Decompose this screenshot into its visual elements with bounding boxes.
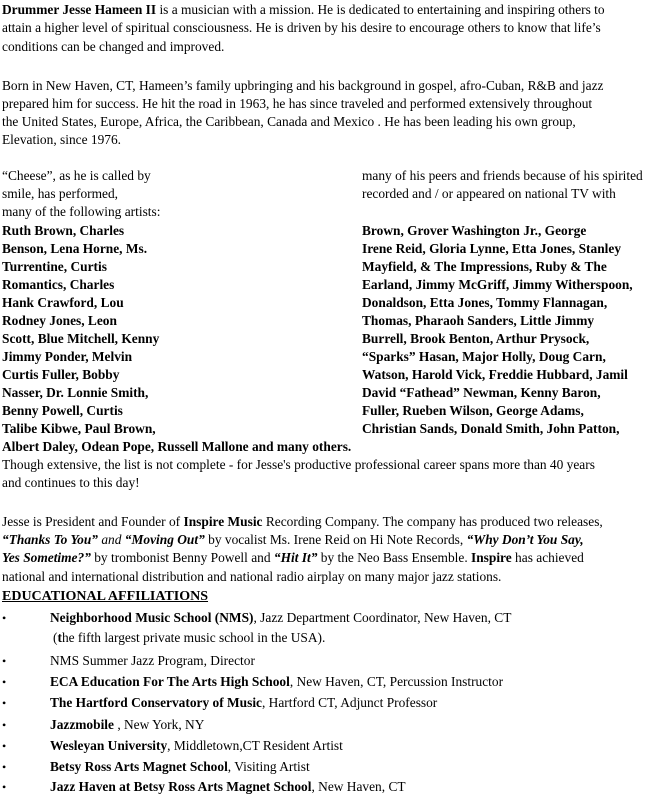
bullet-icon: • [2, 718, 7, 732]
inspire-line-1 [2, 513, 603, 531]
affiliation-name: ECA Education For The Arts High School [50, 674, 290, 689]
affiliation-detail: he fifth largest private music school in the USA). [61, 630, 326, 645]
affiliation-detail: t [57, 630, 62, 645]
bullet-icon: • [2, 675, 7, 689]
artist-line-right: “Sparks” Hasan, Major Holly, Doug Carn, [362, 349, 606, 364]
artist-line-right: Thomas, Pharaoh Sanders, Little Jimmy [362, 313, 595, 328]
affiliation-detail: , New Haven, CT, Percussion Instructor [289, 674, 504, 689]
affiliation-name: The Hartford Conservatory of Music [50, 695, 262, 710]
artist-line-left: Benson, Lena Horne, Ms. [2, 241, 148, 256]
affiliation-detail: , Hartford CT, Adjunct Professor [261, 695, 438, 710]
affiliation-detail: , Jazz Department Coordinator, New Haven, CT [253, 610, 512, 625]
affiliation-item [50, 673, 503, 691]
affiliation-note [53, 629, 325, 647]
artist-line-right: Mayfield, & The Impressions, Ruby & The [362, 259, 607, 274]
affiliation-detail: ( [53, 630, 58, 645]
artist-line-left: Scott, Blue Mitchell, Kenny [2, 331, 160, 346]
intro-line-1 [2, 1, 605, 19]
inspire-text: by the Neo Bass Ensemble. [317, 550, 472, 565]
bio-line-2: prepared him for success. He hit the road in 1963, he has since traveled and performed extensively throughout [2, 96, 593, 111]
artist-line-right: Donaldson, Etta Jones, Tommy Flannagan, [362, 295, 608, 310]
release-title: “Why Don’t You Say, [466, 532, 584, 547]
artist-line-left: Curtis Fuller, Bobby [2, 367, 120, 382]
artist-line-last: Albert Daley, Odean Pope, Russell Mallone and many others. [2, 439, 352, 454]
artist-line-left: Rodney Jones, Leon [2, 313, 117, 328]
intro-text: is a musician with a mission. He is dedicated to entertaining and inspiring others to [156, 2, 605, 17]
affiliation-name: Jazzmobile [50, 717, 114, 732]
affiliation-item [50, 716, 204, 734]
affiliation-name: Neighborhood Music School (NMS) [50, 610, 254, 625]
artist-line-right: Irene Reid, Gloria Lynne, Etta Jones, Stanley [362, 241, 622, 256]
artist-line-left: Romantics, Charles [2, 277, 115, 292]
affiliation-item [50, 758, 310, 776]
career-line-2: and continues to this day! [2, 475, 140, 490]
inspire-text: Recording Company. The company has produced two releases, [262, 514, 603, 529]
inspire-name: Inspire [471, 550, 512, 565]
intro-line-3: conditions can be changed and improved. [2, 39, 225, 54]
affiliation-detail: , Middletown,CT Resident Artist [167, 738, 343, 753]
artist-line-right: David “Fathead” Newman, Kenny Baron, [362, 385, 601, 400]
artist-line-left: Benny Powell, Curtis [2, 403, 123, 418]
affiliation-detail: , New York, NY [113, 717, 205, 732]
bullet-icon: • [2, 696, 7, 710]
left-col-p1: “Cheese”, as he is called by [2, 168, 151, 183]
release-title: Yes Sometime?” [2, 550, 91, 565]
artist-line-right: Earland, Jimmy McGriff, Jimmy Witherspoon, [362, 277, 633, 292]
inspire-music-name: Inspire Music [183, 514, 263, 529]
affiliation-item [50, 778, 406, 796]
bullet-icon: • [2, 780, 7, 794]
affiliation-detail: , Visiting Artist [227, 759, 310, 774]
affiliation-name: Jazz Haven at Betsy Ross Arts Magnet School [50, 779, 312, 794]
affiliation-item [50, 609, 511, 627]
affiliation-item [50, 737, 343, 755]
bullet-icon: • [2, 654, 7, 668]
bullet-icon: • [2, 611, 7, 625]
artist-line-right: Watson, Harold Vick, Freddie Hubbard, Jamil [362, 367, 628, 382]
bio-line-4: Elevation, since 1976. [2, 132, 121, 147]
artist-line-left: Talibe Kibwe, Paul Brown, [2, 421, 156, 436]
artist-line-right: Burrell, Brook Benton, Arthur Prysock, [362, 331, 590, 346]
artist-line-right: Brown, Grover Washington Jr., George [362, 223, 587, 238]
affiliation-item [50, 694, 437, 712]
inspire-text: by trombonist Benny Powell and [90, 550, 274, 565]
artist-line-right: Fuller, Rueben Wilson, George Adams, [362, 403, 584, 418]
career-line-1: Though extensive, the list is not complete - for Jesse's productive professional career spans more than 40 years [2, 457, 595, 472]
release-title: “Moving Out” [124, 532, 205, 547]
intro-line-2: attain a higher level of spiritual consciousness. He is driven by his desire to encourage others to know that life’s [2, 20, 601, 35]
release-title: “Thanks To You” [2, 532, 99, 547]
bullet-icon: • [2, 760, 7, 774]
right-col-p1: many of his peers and friends because of his spirited [362, 168, 643, 183]
affiliation-name: Wesleyan University [50, 738, 168, 753]
inspire-text: by vocalist Ms. Irene Reid on Hi Note Records, [204, 532, 467, 547]
bio-line-3: the United States, Europe, Africa, the Caribbean, Canada and Mexico . He has been leading his own group, [2, 114, 576, 129]
inspire-line-4: national and international distribution and national radio airplay on many major jazz stations. [2, 569, 502, 584]
artist-line-left: Hank Crawford, Lou [2, 295, 124, 310]
artist-line-left: Ruth Brown, Charles [2, 223, 125, 238]
bullet-icon: • [2, 739, 7, 753]
artist-line-right: Christian Sands, Donald Smith, John Patton, [362, 421, 620, 436]
release-title: “Hit It” [273, 550, 318, 565]
affiliation-item: NMS Summer Jazz Program, Director [50, 653, 255, 668]
inspire-text: has achieved [511, 550, 584, 565]
left-col-p3: many of the following artists: [2, 204, 161, 219]
left-col-p2: smile, has performed, [2, 186, 119, 201]
artist-line-left: Jimmy Ponder, Melvin [2, 349, 133, 364]
inspire-text: and [98, 532, 125, 547]
bio-line-1: Born in New Haven, CT, Hameen’s family upbringing and his background in gospel, afro-Cuban, R&B and jazz [2, 78, 604, 93]
affiliation-detail: , New Haven, CT [311, 779, 406, 794]
artist-line-left: Turrentine, Curtis [2, 259, 107, 274]
performer-name: Drummer Jesse Hameen II [2, 2, 157, 17]
right-col-p2: recorded and / or appeared on national TV with [362, 186, 616, 201]
affiliations-heading: EDUCATIONAL AFFILIATIONS [2, 589, 209, 604]
inspire-line-2 [2, 531, 584, 549]
artist-line-left: Nasser, Dr. Lonnie Smith, [2, 385, 149, 400]
inspire-line-3 [2, 549, 584, 567]
affiliation-name: Betsy Ross Arts Magnet School [50, 759, 228, 774]
inspire-text: Jesse is President and Founder of [2, 514, 184, 529]
